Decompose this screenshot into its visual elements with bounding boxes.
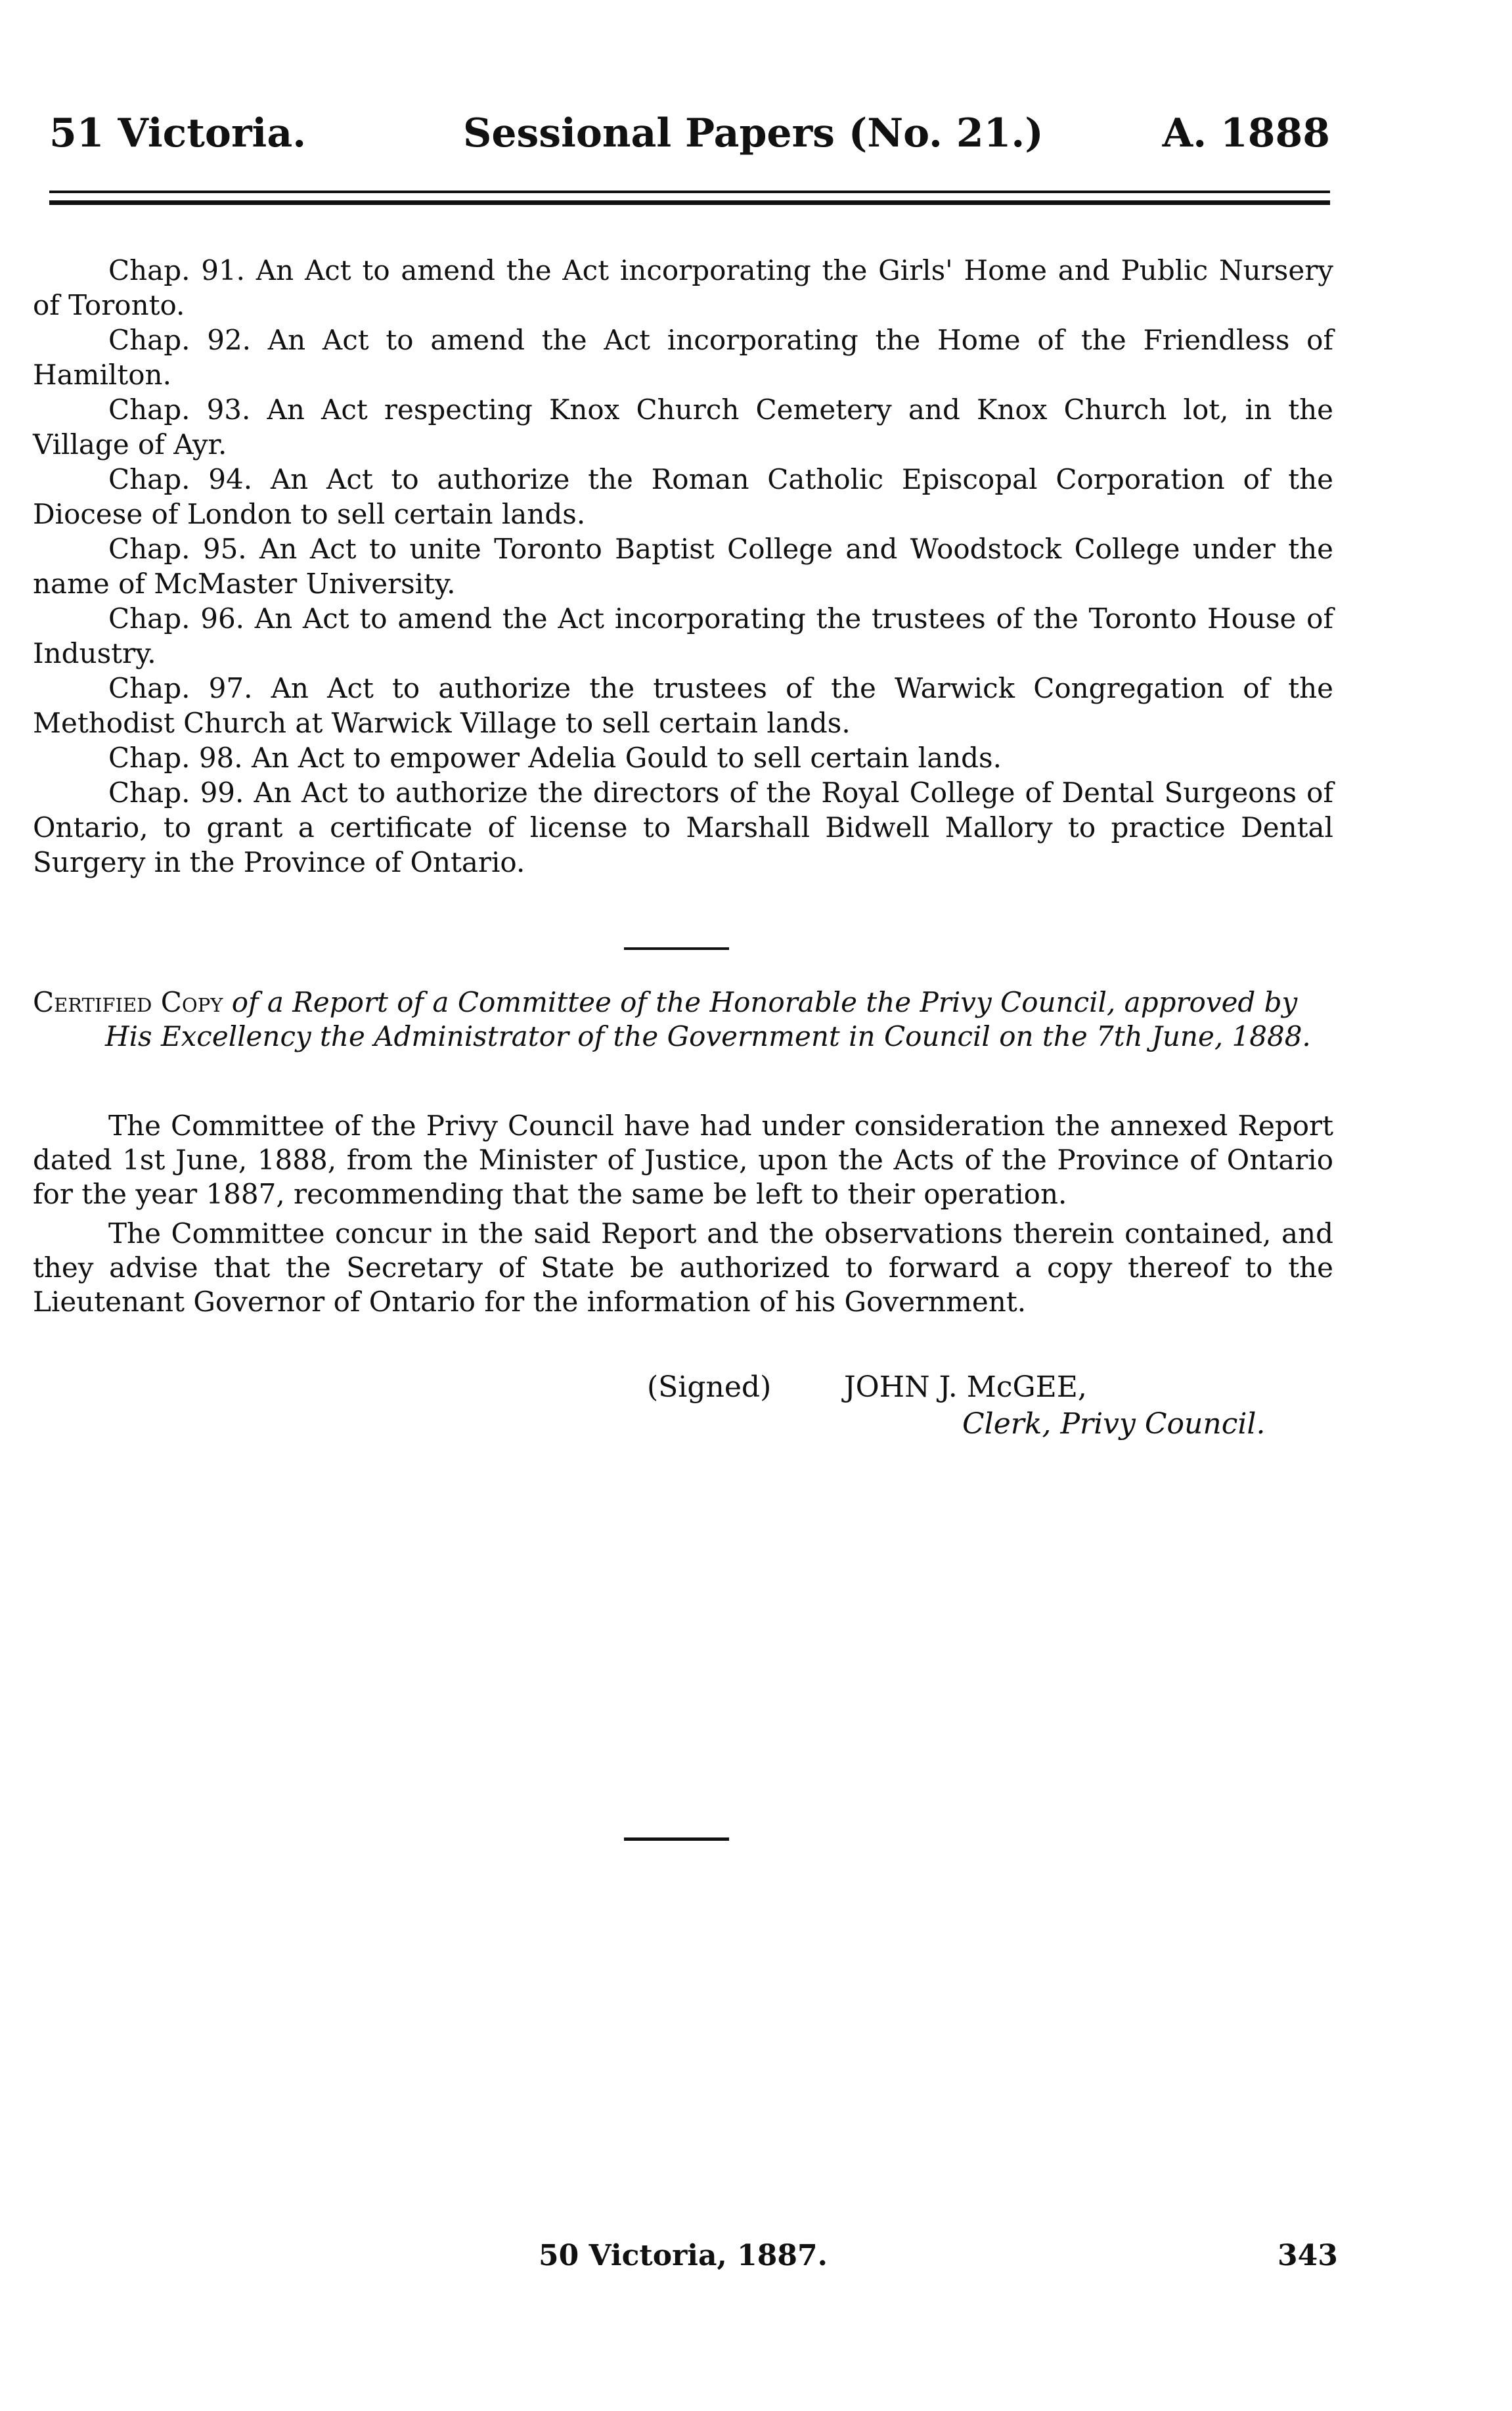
certificate-lead: Certified Copy [33, 986, 223, 1018]
report-body [33, 1109, 1333, 1324]
page-number: 343 [1278, 2239, 1338, 2272]
act-item: Chap. 95. An Act to unite Toronto Baptist College and Woodstock College under the name of McMaster University. [33, 533, 1333, 600]
act-item: Chap. 93. An Act respecting Knox Church Cemetery and Knox Church lot, in the Village of Ayr. [33, 394, 1333, 461]
act-item: Chap. 94. An Act to authorize the Roman Catholic Episcopal Corporation of the Diocese of London to sell certain lands. [33, 463, 1333, 530]
header-rule-thick [49, 200, 1330, 205]
header-left: 51 Victoria. [49, 110, 307, 156]
certificate-date: June, 1888. [1151, 1020, 1311, 1052]
header-title: Sessional Papers (No. 21.) [463, 110, 1044, 156]
acts-list [33, 253, 1333, 880]
act-item: Chap. 97. An Act to authorize the trustees of the Warwick Congregation of the Methodist Church at Warwick Village to sell certain lands. [33, 672, 1333, 739]
certificate-heading [33, 985, 1333, 1054]
signed-label: (Signed) [647, 1370, 772, 1404]
section-separator [624, 1837, 729, 1841]
certificate-text: of a Report of a Committee of the Honorable the Privy Council, approved by His Excellency the Administrator of the Government in Council on the 7th [105, 986, 1298, 1052]
running-header [49, 110, 1330, 169]
signer-title: Clerk, Privy Council. [962, 1407, 1266, 1441]
report-paragraph: The Committee of the Privy Council have had under consideration the annexed Report dated 1st June, 1888, from the Minister of Justice, upon the Acts of the Province of Ontario for the year 1887, recommending that the same be left to their operation. [33, 1110, 1333, 1210]
act-item: Chap. 91. An Act to amend the Act incorporating the Girls' Home and Public Nursery of Toronto. [33, 254, 1333, 321]
act-item: Chap. 96. An Act to amend the Act incorporating the trustees of the Toronto House of Industry. [33, 602, 1333, 669]
header-year: A. 1888 [1162, 110, 1330, 156]
signer-name: JOHN J. McGEE, [844, 1370, 1087, 1404]
report-paragraph: The Committee concur in the said Report and the observations therein contained, and they advise that the Secretary of State be authorized to forward a copy thereof to the Lieutenant Governor of Ontario for the information of his Government. [33, 1217, 1333, 1318]
act-item: Chap. 98. An Act to empower Adelia Gould to sell certain lands. [108, 742, 1002, 774]
act-item: Chap. 92. An Act to amend the Act incorporating the Home of the Friendless of Hamilton. [33, 324, 1333, 391]
section-separator [624, 947, 729, 950]
act-item: Chap. 99. An Act to authorize the directors of the Royal College of Dental Surgeons of Ontario, to grant a certificate of license to Marshall Bidwell Mallory to practice Dental Surgery in the Province of Ontario. [33, 777, 1333, 878]
header-rule-thin [49, 191, 1330, 193]
footer-text: 50 Victoria, 1887. [539, 2239, 828, 2272]
